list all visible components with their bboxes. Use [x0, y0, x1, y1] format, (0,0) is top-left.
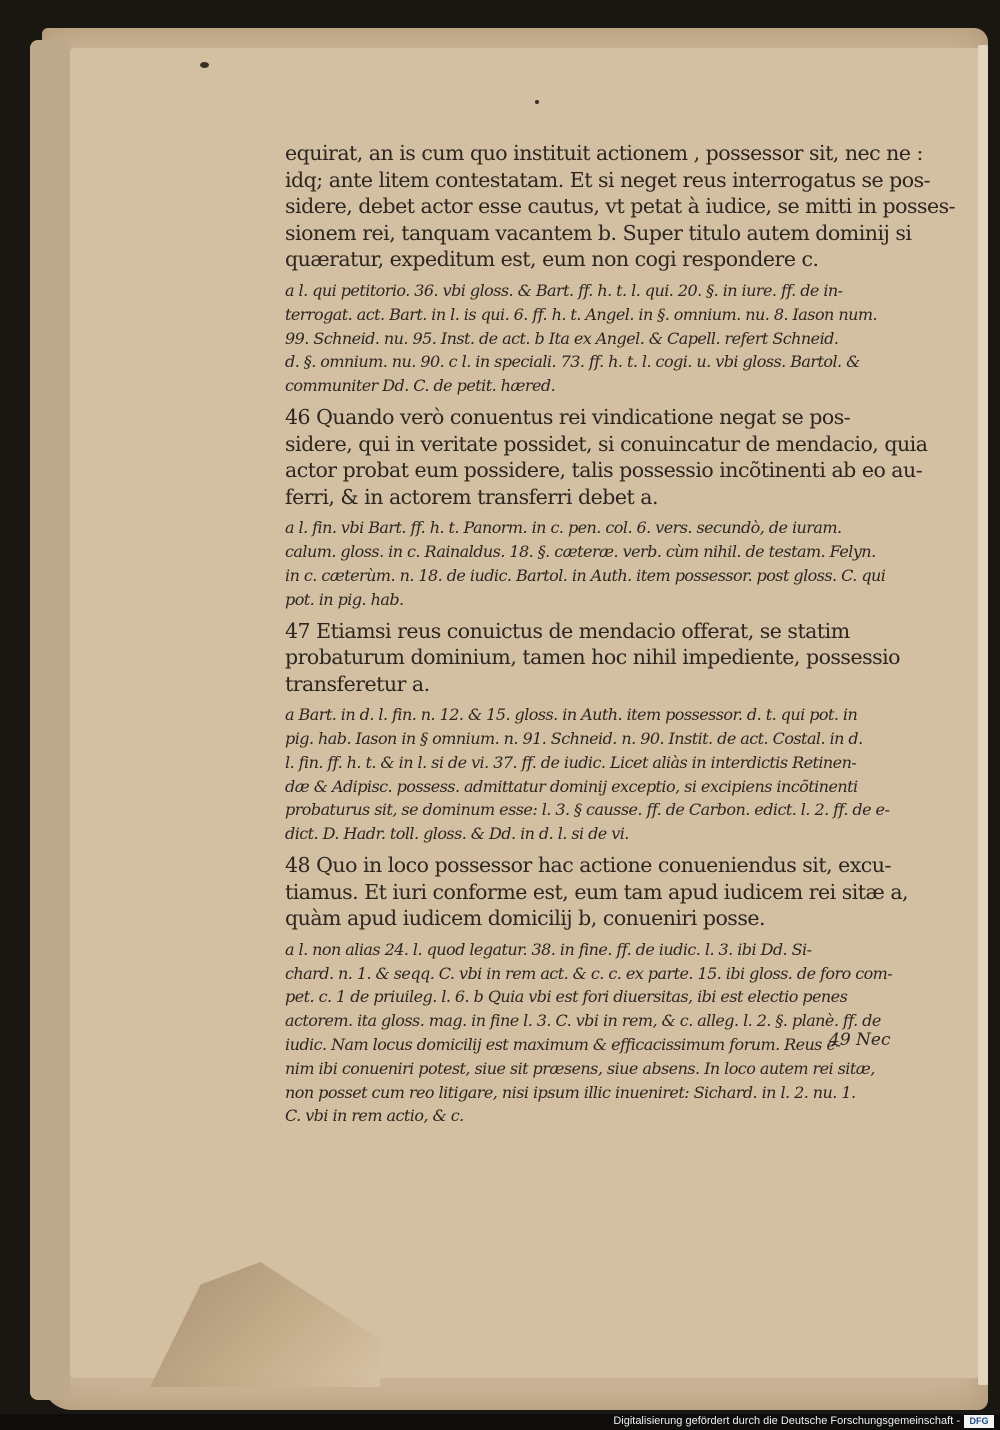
body-text-line: quàm apud iudicem domicilij b, conueniri posse.	[285, 906, 765, 931]
footnote-line: a l. fin. vbi Bart. ff. h. t. Panorm. in c. pen. col. 6. vers. secundò, de iuram.	[285, 518, 842, 538]
footer-credit: Digitalisierung gefördert durch die Deutsche Forschungsgemeinschaft -	[613, 1415, 960, 1427]
text-block	[285, 140, 956, 1128]
catchword: 49 Nec	[829, 1030, 891, 1050]
footnote-line: d. §. omnium. nu. 90. c l. in speciali. 73. ff. h. t. l. cogi. u. vbi gloss. Bartol. &	[285, 352, 860, 372]
footnote-line: dict. D. Hadr. toll. gloss. & Dd. in d. l. si de vi.	[285, 824, 629, 844]
footnote-line: nim ibi conueniri potest, siue sit præsens, siue absens. In loco autem rei sitæ,	[285, 1058, 875, 1078]
body-text-line: probaturum dominium, tamen hoc nihil impediente, possessio	[285, 645, 901, 670]
footnote-line: l. fin. ff. h. t. & in l. si de vi. 37. ff. de iudic. Licet aliàs in interdictis Retinen-	[285, 752, 857, 772]
footer-bar	[0, 1414, 1000, 1430]
body-text-line: 47 Etiamsi reus conuictus de mendacio offerat, se statim	[285, 618, 850, 643]
footnote-line: iudic. Nam locus domicilij est maximum & efficacissimum forum. Reus e-	[285, 1035, 841, 1055]
ink-speck	[200, 62, 209, 68]
body-text-line: tiamus. Et iuri conforme est, eum tam apud iudicem rei sitæ a,	[285, 879, 909, 904]
footnote-line: chard. n. 1. & seqq. C. vbi in rem act. & c. c. ex parte. 15. ibi gloss. de foro com-	[285, 963, 893, 983]
footnote-line: probaturus sit, se dominum esse: l. 3. § causse. ff. de Carbon. edict. l. 2. ff. de e-	[285, 800, 890, 820]
footnote-line: pot. in pig. hab.	[285, 589, 404, 609]
footnote-line: C. vbi in rem actio, & c.	[285, 1106, 464, 1126]
footnote-line: communiter Dd. C. de petit. hæred.	[285, 376, 556, 396]
dfg-logo: DFG	[964, 1415, 994, 1428]
footnote-line: actorem. ita gloss. mag. in fine l. 3. C. vbi in rem, & c. alleg. l. 2. §. planè. ff. de	[285, 1011, 881, 1031]
body-text-line: sionem rei, tanquam vacantem b. Super titulo autem dominij si	[285, 220, 912, 245]
footnote-line: a Bart. in d. l. fin. n. 12. & 15. gloss. in Auth. item possessor. d. t. qui pot. in	[285, 705, 858, 725]
body-text-line: transferetur a.	[285, 671, 430, 696]
ink-speck	[535, 100, 539, 104]
footnote-line: in c. cæterùm. n. 18. de iudic. Bartol. in Auth. item possessor. post gloss. C. qui	[285, 565, 886, 585]
footnote-line: 99. Schneid. nu. 95. Inst. de act. b Ita ex Angel. & Capell. refert Schneid.	[285, 328, 839, 348]
footnote-line: dæ & Adipisc. possess. admittatur dominij exceptio, si excipiens incõtinenti	[285, 776, 858, 796]
footnote-line: non posset cum reo litigare, nisi ipsum illic inueniret: Sichard. in l. 2. nu. 1.	[285, 1082, 856, 1102]
body-text-line: 46 Quando verò conuentus rei vindicatione negat se pos-	[285, 404, 851, 429]
body-text-line: sidere, qui in veritate possidet, si conuincatur de mendacio, quia	[285, 431, 928, 456]
body-text-line: quæratur, expeditum est, eum non cogi respondere c.	[285, 247, 819, 272]
footnote-line: pet. c. 1 de priuileg. l. 6. b Quia vbi est fori diuersitas, ibi est electio penes	[285, 987, 848, 1007]
footnote-line: terrogat. act. Bart. in l. is qui. 6. ff. h. t. Angel. in §. omnium. nu. 8. Iason num.	[285, 304, 877, 324]
footnote-line: a l. non alias 24. l. quod legatur. 38. in fine. ff. de iudic. l. 3. ibi Dd. Si-	[285, 939, 812, 959]
page-edge-right	[978, 45, 988, 1385]
body-text-line: 48 Quo in loco possessor hac actione conueniendus sit, excu-	[285, 853, 891, 878]
body-text-line: equirat, an is cum quo instituit actionem , possessor sit, nec ne :	[285, 141, 923, 165]
body-text-line: actor probat eum possidere, talis possessio incõtinenti ab eo au-	[285, 458, 923, 483]
body-text-line: sidere, debet actor esse cautus, vt petat à iudice, se mitti in posses-	[285, 194, 956, 219]
page-edge-left	[30, 40, 70, 1400]
footnote-line: a l. qui petitorio. 36. vbi gloss. & Bart. ff. h. t. l. qui. 20. §. in iure. ff. de in-	[285, 280, 843, 300]
body-text-line: idq; ante litem contestatam. Et si neget reus interrogatus se pos-	[285, 167, 931, 192]
footnote-line: calum. gloss. in c. Rainaldus. 18. §. cæteræ. verb. cùm nihil. de testam. Felyn.	[285, 542, 876, 562]
body-text-line: ferri, & in actorem transferri debet a.	[285, 484, 658, 509]
footnote-line: pig. hab. Iason in § omnium. n. 91. Schneid. n. 90. Instit. de act. Costal. in d.	[285, 729, 863, 749]
